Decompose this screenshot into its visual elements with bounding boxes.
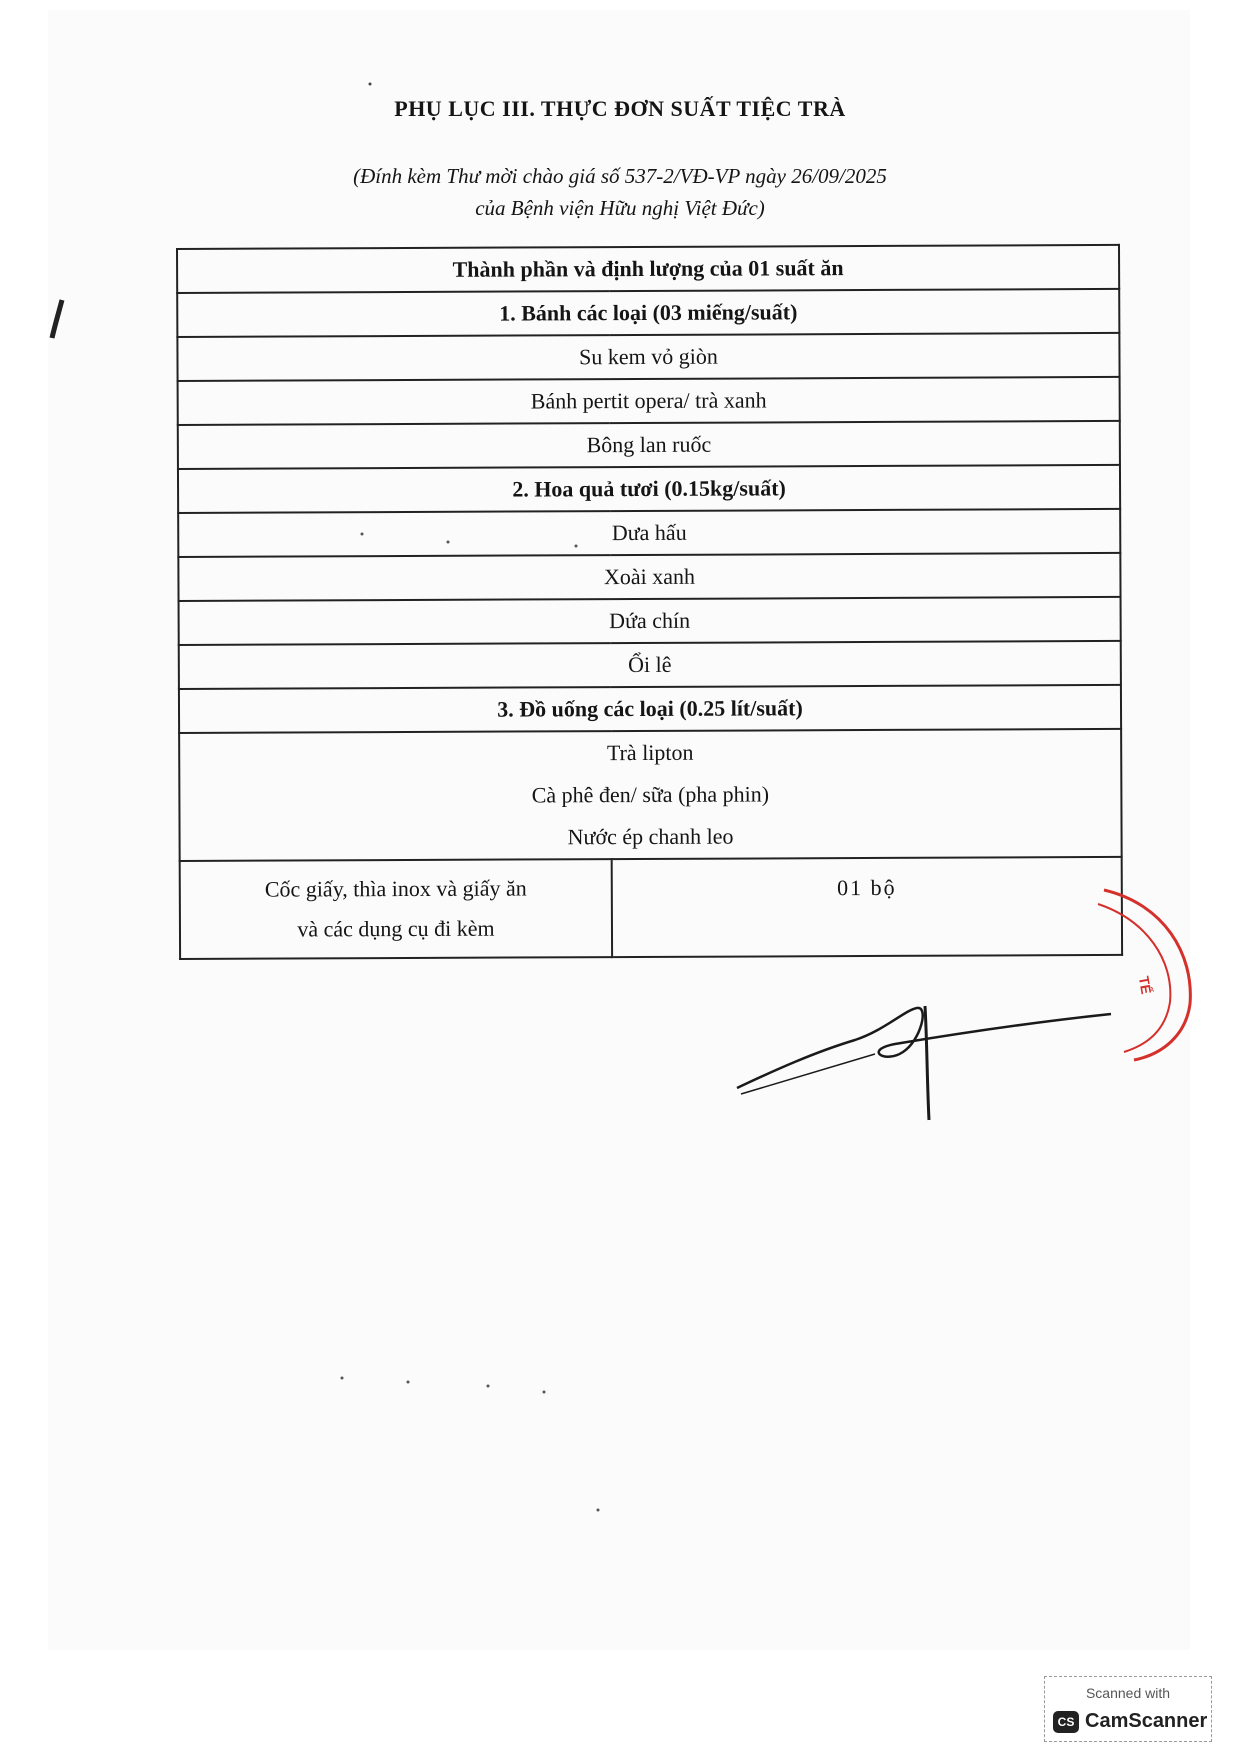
signature (735, 1000, 1115, 1130)
table-row: Su kem vỏ giòn (177, 333, 1119, 381)
table-row: Xoài xanh (178, 553, 1120, 601)
scanner-caption: Scanned with (1085, 1685, 1171, 1701)
table-row: Ổi lê (179, 641, 1121, 689)
utensils-line-1: Cốc giấy, thìa inox và giấy ăn (264, 875, 527, 902)
section-3-title: 3. Đồ uống các loại (0.25 lít/suất) (179, 685, 1121, 733)
utensils-line-2: và các dụng cụ đi kèm (297, 915, 495, 942)
scanner-brand: CamScanner (1085, 1710, 1208, 1732)
stamp-text: TẾ (1135, 974, 1155, 996)
list-item: Nước ép chanh leo (567, 823, 734, 850)
drinks-cell (179, 729, 1122, 861)
table-row: Dứa chín (179, 597, 1121, 645)
utensils-cell (180, 859, 612, 959)
subtitle-line-1: (Đính kèm Thư mời chào giá số 537-2/VĐ-VP ngày 26/09/2025 (353, 164, 887, 188)
table-row: Bánh pertit opera/ trà xanh (178, 377, 1120, 425)
menu-table (176, 244, 1123, 960)
list-item: Cà phê đen/ sữa (pha phin) (531, 781, 770, 808)
table-header: Thành phần và định lượng của 01 suất ăn (177, 245, 1119, 293)
quantity-cell: 01 bộ (612, 857, 1122, 957)
section-1-title: 1. Bánh các loại (03 miếng/suất) (177, 289, 1119, 337)
table-row: Bông lan ruốc (178, 421, 1120, 469)
camscanner-badge (1044, 1676, 1212, 1742)
list-item: Trà lipton (606, 739, 694, 766)
document-subtitle (0, 160, 1240, 224)
section-2-title: 2. Hoa quả tươi (0.15kg/suất) (178, 465, 1120, 513)
camscanner-logo-icon: CS (1053, 1711, 1079, 1733)
document-title: PHỤ LỤC III. THỰC ĐƠN SUẤT TIỆC TRÀ (394, 96, 846, 121)
table-row: Dưa hấu (178, 509, 1120, 557)
subtitle-line-2: của Bệnh viện Hữu nghị Việt Đức) (475, 196, 765, 220)
